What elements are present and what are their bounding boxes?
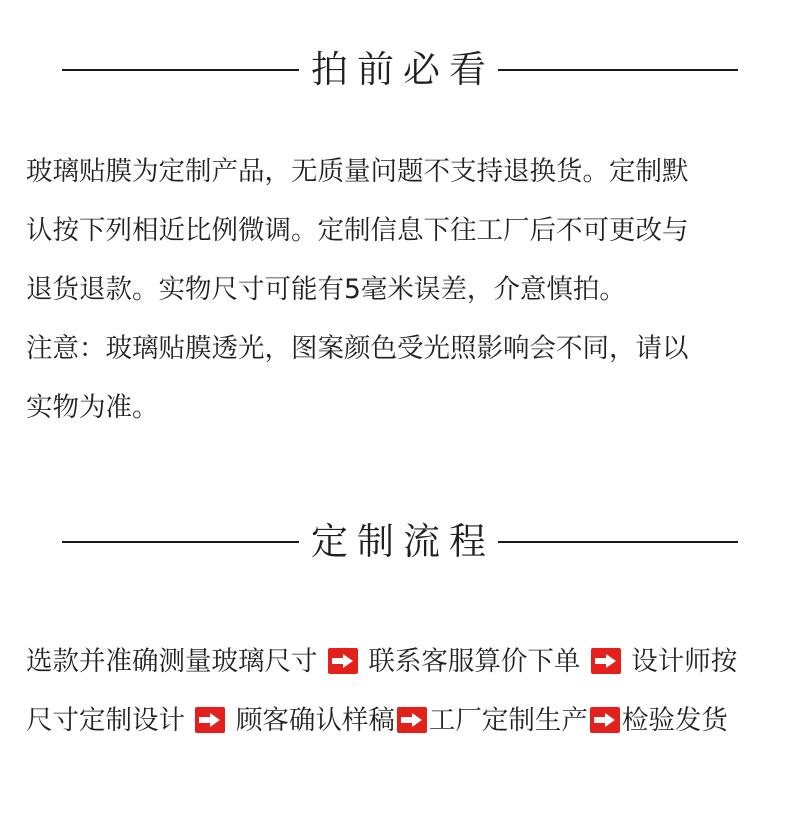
notice-line: 退货退款。实物尺寸可能有5毫米误差，介意慎拍。 [26, 274, 626, 305]
notice-line: 注意：玻璃贴膜透光，图案颜色受光照影响会不同，请以 [26, 333, 689, 364]
process-step-contact-service: 联系客服算价下单 [368, 646, 581, 677]
process-step-factory-production: 工厂定制生产 [428, 705, 588, 736]
right-arrow-icon [328, 648, 358, 674]
right-arrow-icon [397, 707, 427, 733]
process-line-2 [26, 691, 776, 750]
notice-line: 实物为准。 [26, 392, 159, 423]
process-line-1 [26, 632, 776, 691]
header-divider-left [62, 69, 299, 71]
process-step-confirm-draft: 顾客确认样稿 [235, 705, 395, 736]
notice-line: 玻璃贴膜为定制产品，无质量问题不支持退换货。定制默 [26, 156, 689, 187]
process-steps [26, 632, 776, 750]
right-arrow-icon [590, 707, 620, 733]
header-divider-left [62, 541, 299, 543]
process-step-designer-part1: 设计师按 [631, 646, 738, 677]
section-header-custom-process [0, 512, 790, 572]
process-step-designer-part2: 尺寸定制设计 [26, 705, 185, 736]
section-title-before-shooting: 拍前必看 [311, 48, 495, 91]
header-divider-right [498, 541, 738, 543]
section-title-custom-process: 定制流程 [311, 520, 495, 563]
right-arrow-icon [195, 707, 225, 733]
process-step-measure: 选款并准确测量玻璃尺寸 [26, 646, 318, 677]
header-divider-right [498, 69, 738, 71]
process-step-inspect-ship: 检验发货 [621, 705, 728, 736]
section-header-before-shooting [0, 40, 790, 100]
notice-line: 认按下列相近比例微调。定制信息下往工厂后不可更改与 [26, 215, 689, 246]
notice-paragraph [26, 142, 776, 437]
right-arrow-icon [591, 648, 621, 674]
